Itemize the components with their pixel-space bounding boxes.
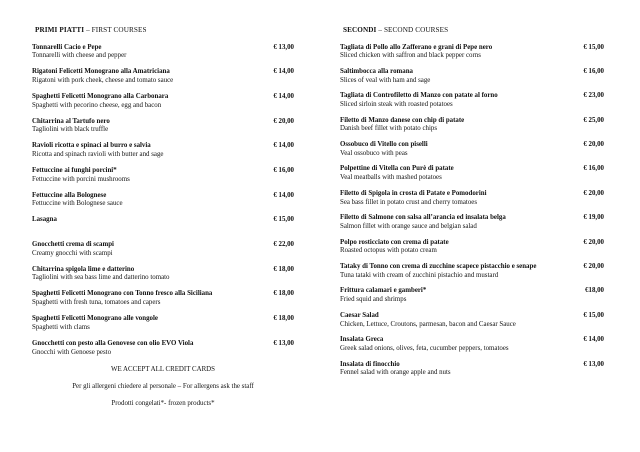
menu-item-name: Fettuccine alla Bolognese (32, 191, 107, 199)
menu-item-name: Tataky di Tonno con crema di zucchine scapece pistacchio e senape (340, 263, 537, 271)
credit-cards-note: WE ACCEPT ALL CREDIT CARDS (110, 366, 215, 374)
menu-item-description: Fried squid and shrimps (340, 296, 407, 304)
menu-item-description: Spaghetti with clams (32, 323, 90, 331)
menu-item-description: Spaghetti with pecorino cheese, egg and bacon (32, 101, 162, 109)
menu-item-price: € 13,00 (273, 339, 294, 347)
menu-item-name: Frittura calamari e gamberi* (340, 287, 427, 295)
menu-item-price: €18,00 (585, 287, 604, 295)
menu-item-description: Tonnarelli with cheese and pepper (32, 52, 127, 60)
menu-item-description: Salmon fillet with orange sauce and belgian salad (340, 223, 477, 231)
menu-item (340, 165, 604, 189)
second-courses-heading-it: SECONDI (343, 26, 377, 34)
menu-item-price: € 15,00 (583, 43, 604, 51)
menu-item (32, 340, 294, 365)
first-courses-heading-it: PRIMI PIATTI (35, 26, 85, 34)
menu-item-name: Spaghetti Felicetti Monograno con Tonno fresco alla Siciliana (32, 290, 213, 298)
menu-item (340, 68, 604, 92)
menu-item (340, 190, 604, 214)
menu-item (32, 192, 294, 217)
menu-item-price: € 13,00 (273, 43, 294, 51)
menu-item (32, 44, 294, 69)
menu-item-description: Spaghetti with fresh tuna, tomatoes and capers (32, 299, 161, 307)
allergens-note: Per gli allergeni chiedere al personale – For allergens ask the staff (72, 383, 254, 391)
menu-item-name: Filetto di Spigola in crosta di Patate e Pomodorini (340, 189, 487, 197)
menu-item-description: Veal ossobuco with peas (340, 149, 408, 157)
menu-item-price: € 25,00 (583, 116, 604, 124)
menu-item-name: Ossobuco di Vitello con piselli (340, 141, 428, 149)
menu-item (32, 142, 294, 167)
menu-item-price: € 16,00 (583, 67, 604, 75)
menu-item (32, 290, 294, 315)
menu-item (340, 239, 604, 263)
menu-item-description: Fettuccine with Bolognese sauce (32, 200, 123, 208)
second-courses-column (340, 26, 604, 385)
menu-item-name: Chitarrina spigola lime e datterino (32, 265, 135, 273)
menu-item-price: € 14,00 (273, 68, 294, 76)
menu-item (340, 263, 604, 287)
menu-item-description: Tagliolini with sea bass lime and datterino tomato (32, 274, 170, 282)
menu-item (32, 241, 294, 266)
menu-item-name: Chitarrina al Tartufo nero (32, 117, 110, 125)
menu-item-name: Spaghetti Felicetti Monograno alle vongole (32, 315, 158, 323)
menu-item-name: Filetto di Salmone con salsa all’arancia ed insalata belga (340, 214, 506, 222)
menu-item (340, 44, 604, 68)
menu-item-name: Saltimbocca alla romana (340, 67, 413, 75)
menu-item-description: Tagliolini with black truffle (32, 126, 109, 134)
menu-item-description: Roasted octopus with potato cream (340, 247, 437, 255)
menu-item-name: Filetto di Manzo danese con chip di patate (340, 116, 465, 124)
menu-item-price: € 14,00 (273, 191, 294, 199)
menu-item (340, 312, 604, 336)
second-courses-list (340, 44, 604, 385)
menu-item-name: Polpettine di Vitella con Purè di patate (340, 165, 454, 173)
menu-item-description: Gnocchi with Genoese pesto (32, 348, 112, 356)
menu-item-description: Fennel salad with orange apple and nuts (340, 369, 451, 377)
second-courses-heading (343, 26, 604, 34)
menu-item-description: Veal meatballs with mashed potatoes (340, 174, 442, 182)
menu-item-price: € 18,00 (273, 265, 294, 273)
menu-item (340, 336, 604, 360)
menu-item (32, 315, 294, 340)
first-courses-heading (35, 26, 294, 34)
menu-item-description: Tuna tataki with cream of zucchini pistachio and mustard (340, 271, 499, 279)
menu-item-name: Insalata Greca (340, 336, 384, 344)
menu-item-price: € 16,00 (583, 165, 604, 173)
menu-item-price: € 14,00 (273, 142, 294, 150)
menu-item (340, 214, 604, 238)
menu-item-price: € 20,00 (583, 238, 604, 246)
menu-item (340, 361, 604, 385)
menu-item-description: Slices of veal with ham and sage (340, 76, 431, 84)
menu-item-price: € 20,00 (273, 117, 294, 125)
menu-item-price: € 16,00 (273, 166, 294, 174)
menu-item-description: Danish beef fillet with potato chips (340, 125, 438, 133)
menu-item-price: € 22,00 (273, 241, 294, 248)
menu-item-name: Spaghetti Felicetti Monograno alla Carbonara (32, 92, 169, 100)
menu-item-description: Fettuccine with porcini mushrooms (32, 175, 130, 183)
menu-item (32, 167, 294, 192)
menu-item-description: Sea bass fillet in potato crust and cherry tomatoes (340, 198, 478, 206)
menu-item (340, 92, 604, 116)
menu-item-name: Polpo rosticciato con crema di patate (340, 238, 449, 246)
menu-item-description: Creamy gnocchi with scampi (32, 249, 113, 257)
menu-item-price: € 14,00 (583, 336, 604, 344)
menu-item (32, 93, 294, 118)
menu-item-price: € 20,00 (583, 263, 604, 271)
menu-item (340, 287, 604, 311)
menu-item-price: € 18,00 (273, 290, 294, 298)
menu-item-description: Chicken, Lettuce, Croutons, parmesan, bacon and Caesar Sauce (340, 320, 516, 328)
menu-item-name: Caesar Salad (340, 311, 379, 319)
menu-item-name: Tagliata di Controfiletto di Manzo con patate al forno (340, 92, 498, 100)
menu-item-name: Ravioli ricotta e spinaci al burro e salvia (32, 142, 151, 150)
menu-item-name: Tagliata di Pollo allo Zafferano e grani di Pepe nero (340, 43, 493, 51)
menu-item-description: Greek salad onions, olives, feta, cucumber peppers, tomatoes (340, 344, 509, 352)
menu-item-name: Gnocchetti con pesto alla Genovese con olio EVO Viola (32, 339, 194, 347)
menu-item-description: Sliced sirloin steak with roasted potatoes (340, 101, 453, 109)
menu-item-description: Sliced chicken with saffron and black pepper corns (340, 52, 481, 60)
first-courses-column (32, 26, 294, 417)
menu-item-name: Insalata di finocchio (340, 360, 400, 368)
menu-item (32, 68, 294, 93)
menu-item (32, 266, 294, 291)
first-courses-heading-en: – FIRST COURSES (84, 26, 147, 34)
first-courses-list (32, 44, 294, 365)
menu-item-price: € 23,00 (583, 92, 604, 100)
menu-item-price: € 20,00 (583, 141, 604, 149)
menu-item-price: € 20,00 (583, 189, 604, 197)
menu-item-name: Rigatoni Felicetti Monograno alla Amatriciana (32, 68, 170, 76)
menu-item-description: Rigatoni with pork cheek, cheese and tomato sauce (32, 76, 174, 84)
frozen-products-note: Prodotti congelati*- frozen products* (111, 400, 215, 408)
menu-item-price: € 15,00 (273, 216, 294, 224)
menu-item-name: Fettuccine ai funghi porcini* (32, 166, 117, 174)
menu-item-price: € 18,00 (273, 315, 294, 323)
menu-item (32, 118, 294, 143)
menu-item-name: Tonnarelli Cacio e Pepe (32, 43, 102, 51)
menu-footer (32, 366, 294, 416)
menu-item (32, 216, 294, 241)
second-courses-heading-en: – SECOND COURSES (376, 26, 449, 34)
menu-item-name: Gnocchetti crema di scampi (32, 241, 114, 248)
menu-item-price: € 14,00 (273, 92, 294, 100)
menu-item-name: Lasagna (32, 216, 57, 224)
menu-item-price: € 13,00 (583, 360, 604, 368)
menu-item (340, 141, 604, 165)
menu-item-price: € 15,00 (583, 311, 604, 319)
menu-item-description: Ricotta and spinach ravioli with butter and sage (32, 151, 164, 159)
menu-item (340, 117, 604, 141)
menu-item-price: € 19,00 (583, 214, 604, 222)
